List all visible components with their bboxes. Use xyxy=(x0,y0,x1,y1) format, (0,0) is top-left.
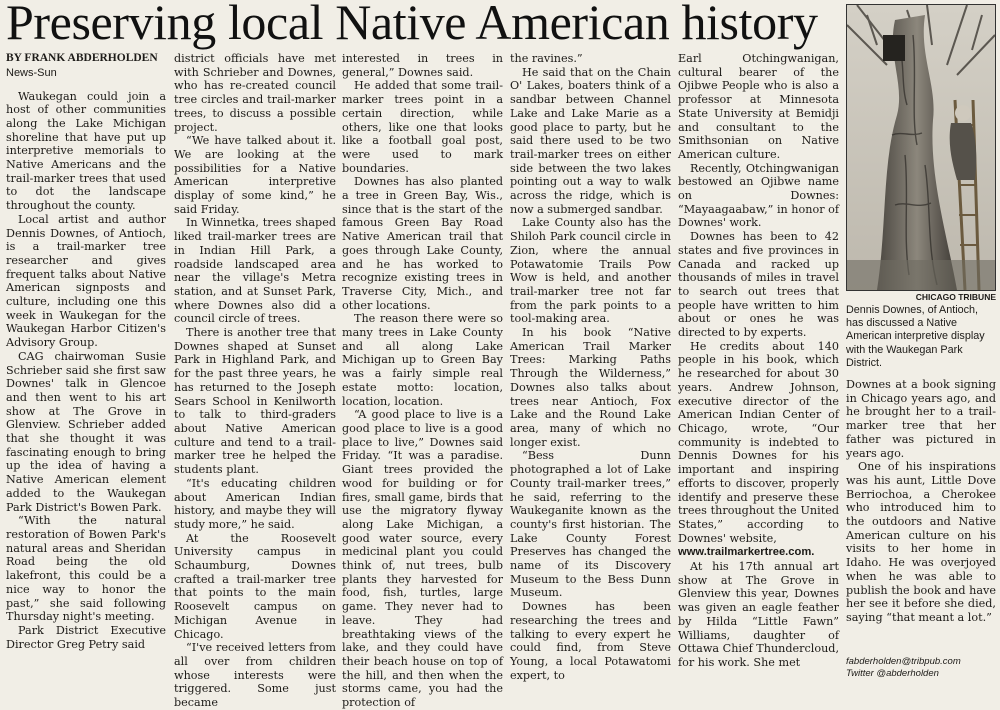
photo-caption: Dennis Downes, of Antioch, has discussed a Native American interpretive display with the Waukegan Park District. xyxy=(846,304,985,369)
paragraph: district officials have met with Schrieber and Downes, who has re-created council tree circles and trail-marker trees, to discuss a possible project. xyxy=(174,52,336,134)
paragraph: Local artist and author Dennis Downes, of Antioch, is a trail-marker tree researcher and gives frequent talks about Native American signposts and culture, including one this week in Waukegan for the Waukegan Harbor Citizen's Advisory Group. xyxy=(6,212,166,350)
article-column-3 xyxy=(342,52,503,710)
paragraph: He said that on the Chain O' Lakes, boaters think of a sandbar between Channel Lake and Lake Marie as a good place to party, but he said there used to be two trail-marker trees on either side between the two lakes pointing out a way to walk across the ridge, which is now a submerged sandbar. xyxy=(510,65,671,216)
paragraph: “A good place to live is a good place to live is a good place to live,” Downes said Friday. “It was a paradise. Giant trees provided the wood for building or for fires, small game, birds that use the migratory flyway along Lake Michigan, a good water source, every medicinal plant you could think of, nut trees, bulb plants they harvested for food, fish, turtles, large game. They never had to leave. They had breathtaking views of the lake, and they could have their beach house on top of the hill, and then when the storms came, you had the protection of xyxy=(342,408,503,710)
headline: Preserving local Native American history xyxy=(6,0,818,50)
paragraph: interested in trees in general,” Downes said. xyxy=(342,52,503,79)
paragraph: Park District Executive Director Greg Petry said xyxy=(6,623,166,651)
paragraph: One of his inspirations was his aunt, Little Dove Berriochoa, a Cherokee who introduced him to the outdoors and Native American culture on his visits to her home in Idaho. He was overjoyed when he was able to publish the book and have her see it before she died, saying “that meant a lot.” xyxy=(846,460,996,624)
byline: BY FRANK ABDERHOLDEN xyxy=(6,52,158,64)
paragraph: Earl Otchingwanigan, cultural bearer of the Ojibwe People who is also a professor at Minnesota State University at Bemidji and consultant to the Smithsonian on Native American culture. xyxy=(678,52,839,161)
paragraph: In Winnetka, trees shaped liked trail-marker trees are in Indian Hill Park, a roadside landscaped area near the village's Metra station, and at Sunset Park, where Downes also did a council circle of trees. xyxy=(174,216,336,326)
tree-photo-illustration xyxy=(847,5,995,290)
paragraph: At the Roosevelt University campus in Schaumburg, Downes crafted a trail-marker tree that points to the main Roosevelt campus on Michigan Avenue in Chicago. xyxy=(174,531,336,641)
paragraph: There is another tree that Downes shaped at Sunset Park in Highland Park, and for the past three years, he has returned to the Joseph Sears School in Kenilworth to talk to third-graders about Native American culture and tend to a trail-marker tree he helped the students plant. xyxy=(174,326,336,477)
paragraph: CAG chairwoman Susie Schrieber said she first saw Downes' talk in Glencoe and then went to his art show at The Grove in Glenview. Schrieber added that she thought it was fascinating enough to bring up the idea of having a Native American element added to the Waukegan Park District's Bowen Park. xyxy=(6,349,166,514)
paragraph: Waukegan could join a host of other communities along the Lake Michigan shoreline that have put up interpretive memorials to Native Americans and the trail-marker trees that used to dot the landscape throughout the county. xyxy=(6,89,166,213)
author-signature xyxy=(846,656,996,679)
paragraph: Downes at a book signing in Chicago years ago, and he brought her to a trail-marker tree that her father was pictured in years ago. xyxy=(846,378,996,460)
paragraph: Lake County also has the Shiloh Park council circle in Zion, where the annual Potawatomie Trails Pow Wow is held, and another trail-marker tree not far from the park points to a tool-making area. xyxy=(510,216,671,326)
paragraph: Recently, Otchingwanigan bestowed an Ojibwe name on Downes: “Mayaagaabaw,” in honor of Downes' work. xyxy=(678,161,839,230)
author-email: fabderholden@tribpub.com xyxy=(846,656,961,667)
paragraph: Downes has been researching the trees and talking to every expert he could find, from Steve Young, a local Potawatomi expert, to xyxy=(510,600,671,682)
paragraph: “With the natural restoration of Bowen Park's natural areas and Sheridan Road being the old lakefront, this could be a nice way to honor the past,” she said following Thursday night's meeting. xyxy=(6,514,166,624)
paragraph: the ravines.” xyxy=(510,52,583,65)
paragraph: At his 17th annual art show at The Grove in Glenview this year, Downes was given an eagle feather by Hilda “Little Fawn” Williams, daughter of Ottawa Chief Thundercloud, for his work. She met xyxy=(678,560,840,669)
photo-credit: CHICAGO TRIBUNE xyxy=(915,292,996,302)
paragraph: “It's educating children about American Indian history, and maybe they will study more,” he said. xyxy=(174,476,336,531)
paragraph: He credits about 140 people in his book, which he researched for about 30 years. Andrew Johnson, executive director of the American Indian Center of Chicago, wrote, “Our community is indebted to Dennis Downes for his important and inspiring efforts to discover, properly identify and preserve these trees throughout the United States,” according to Downes' website, xyxy=(678,339,839,545)
article-column-6 xyxy=(846,378,996,678)
paragraph: Downes has been to 42 states and five provinces in Canada and racked up thousands of miles in travel to search out trees that people have written to him about or ones he was directed to by experts. xyxy=(678,230,839,340)
paragraph: “We have talked about it. We are looking at the possibilities for a Native American interpretive display of some kind,” he said Friday. xyxy=(174,134,336,216)
article-column-5 xyxy=(678,52,839,680)
author-twitter: Twitter @abderholden xyxy=(846,667,939,679)
article-column-4 xyxy=(510,52,671,680)
article-column-1 xyxy=(6,52,166,680)
website-line xyxy=(678,545,839,560)
paragraph: “I've received letters from all over from children whose interests were triggered. Some just became xyxy=(174,641,336,710)
paragraph: Downes has also planted a tree in Green Bay, Wis., since that is the start of the famous Green Bay Road Native American trail that goes through Lake County, and he has worked to recognize existing trees in Traverse City, Mich., and other locations. xyxy=(342,175,503,312)
article-column-2 xyxy=(174,52,336,710)
publication-name: News-Sun xyxy=(6,66,57,79)
paragraph: In his book “Native American Trail Marker Trees: Marking Paths Through the Wilderness,” Downes also talks about trees near Antioch, Fox Lake and the Round Lake area, many of which no longer exist. xyxy=(510,326,671,449)
paragraph: He added that some trail-marker trees point in a certain direction, while others, like one that looks like a football goal post, were used to mark boundaries. xyxy=(342,79,503,175)
paragraph: The reason there were so many trees in Lake County and all along Lake Michigan up to Green Bay was a fairly simple real estate motto: location, location, location. xyxy=(342,312,503,408)
website-url: www.trailmarkertree.com. xyxy=(678,546,815,559)
photo-dennis-downes-tree xyxy=(846,4,996,291)
paragraph: “Bess Dunn photographed a lot of Lake County trail-marker trees,” he said, referring to the Waukeganite known as the county's first historian. The Lake County Forest Preserves has changed the name of its Discovery Museum to the Bess Dunn Museum. xyxy=(510,449,671,600)
